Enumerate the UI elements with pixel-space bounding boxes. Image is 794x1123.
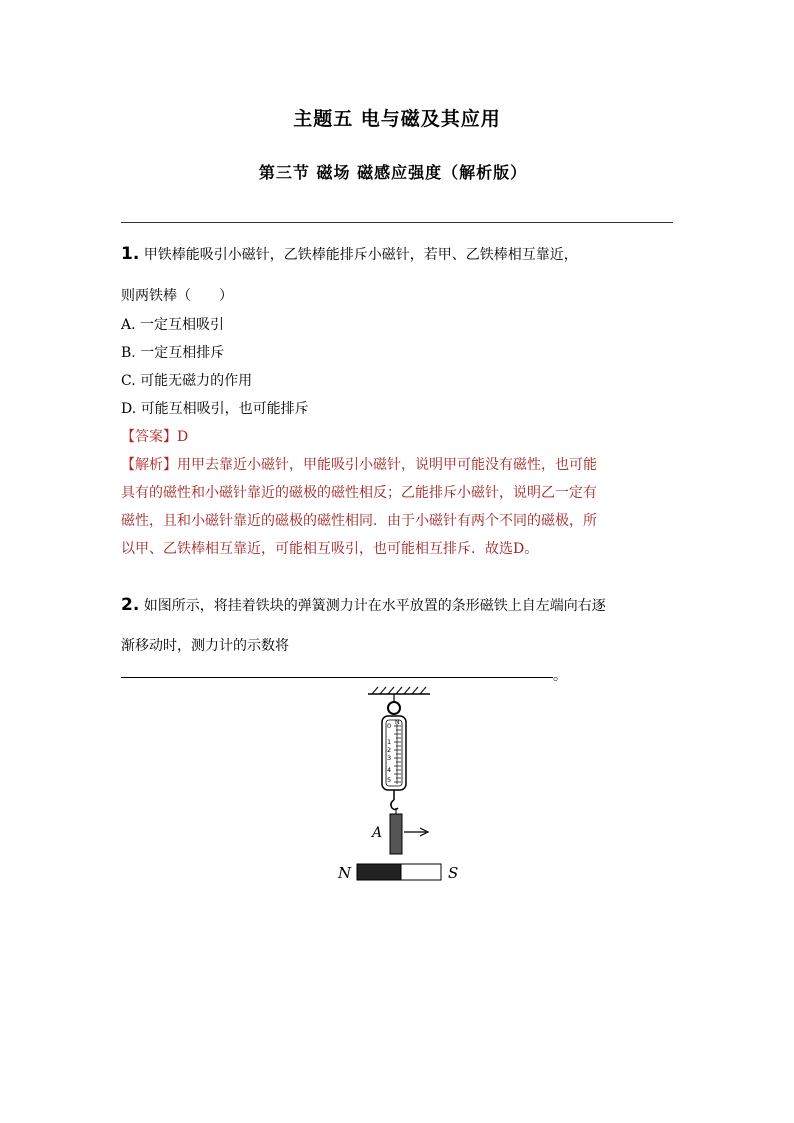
analysis-text-1: 用甲去靠近小磁针，甲能吸引小磁针，说明甲可能没有磁性，也可能 <box>177 457 597 473</box>
ceiling-hatch <box>368 687 430 694</box>
magnet-north-half <box>357 864 401 880</box>
q1-analysis-line2: 具有的磁性和小磁针靠近的磁极的磁性相反；乙能排斥小磁针，说明乙一定有 <box>121 485 597 501</box>
header-divider <box>121 222 673 223</box>
scale-label-4: 4 <box>387 766 392 774</box>
q2-stem-line2: 渐移动时，测力计的示数将 <box>121 638 289 654</box>
scale-hook <box>391 800 398 810</box>
q1-option-c: C. 可能无磁力的作用 <box>121 373 253 389</box>
analysis-tag: 【解析】 <box>121 457 177 473</box>
scale-ring <box>388 702 400 714</box>
magnet-south-half <box>401 864 441 880</box>
q1-analysis-line1 <box>121 454 677 474</box>
section-title: 第三节 磁场 磁感应强度（解析版） <box>258 163 528 182</box>
scale-label-3: 3 <box>387 754 392 762</box>
q1-analysis-line4: 以甲、乙铁棒相互靠近，可能相互吸引，也可能相互排斥．故选D。 <box>121 541 539 557</box>
q1-option-d: D. 可能互相吸引，也可能排斥 <box>121 401 309 417</box>
blank-period: 。 <box>553 668 567 684</box>
block-label: A <box>372 825 383 841</box>
q2-stem-text: 如图所示，将挂着铁块的弹簧测力计在水平放置的条形磁铁上自左端向右逐 <box>143 598 606 614</box>
iron-block <box>390 814 402 854</box>
magnet-n-label: N <box>338 864 352 882</box>
scale-label-1: 1 <box>387 738 392 746</box>
page-title: 主题五 电与磁及其应用 <box>293 108 501 130</box>
q1-option-b: B. 一定互相排斥 <box>121 345 225 361</box>
answer-tag: 【答案】 <box>121 429 177 445</box>
q2-number: 2. <box>121 595 140 615</box>
q1-option-a: A. 一定互相吸引 <box>121 317 225 333</box>
q1-answer <box>121 426 188 446</box>
q1-stem-line2: 则两铁棒（ ） <box>121 288 233 304</box>
scale-label-5: 5 <box>387 776 392 784</box>
scale-label-2: 2 <box>387 746 392 754</box>
answer-blank-line[interactable] <box>121 677 553 678</box>
q2-stem-line1 <box>121 595 606 615</box>
spring-scale-figure <box>330 686 470 886</box>
q1-analysis-line3: 磁性，且和小磁针靠近的磁极的磁性相同．由于小磁针有两个不同的磁极，所 <box>121 513 597 529</box>
q1-stem-text: 甲铁棒能吸引小磁针，乙铁棒能排斥小磁针，若甲、乙铁棒相互靠近， <box>143 247 578 263</box>
scale-unit-label: N <box>395 719 400 726</box>
magnet-s-label: S <box>448 864 459 882</box>
answer-value: D <box>177 429 189 445</box>
scale-label-0: 0 <box>387 722 392 730</box>
q1-stem-line1 <box>121 244 578 264</box>
q1-number: 1. <box>121 244 140 264</box>
